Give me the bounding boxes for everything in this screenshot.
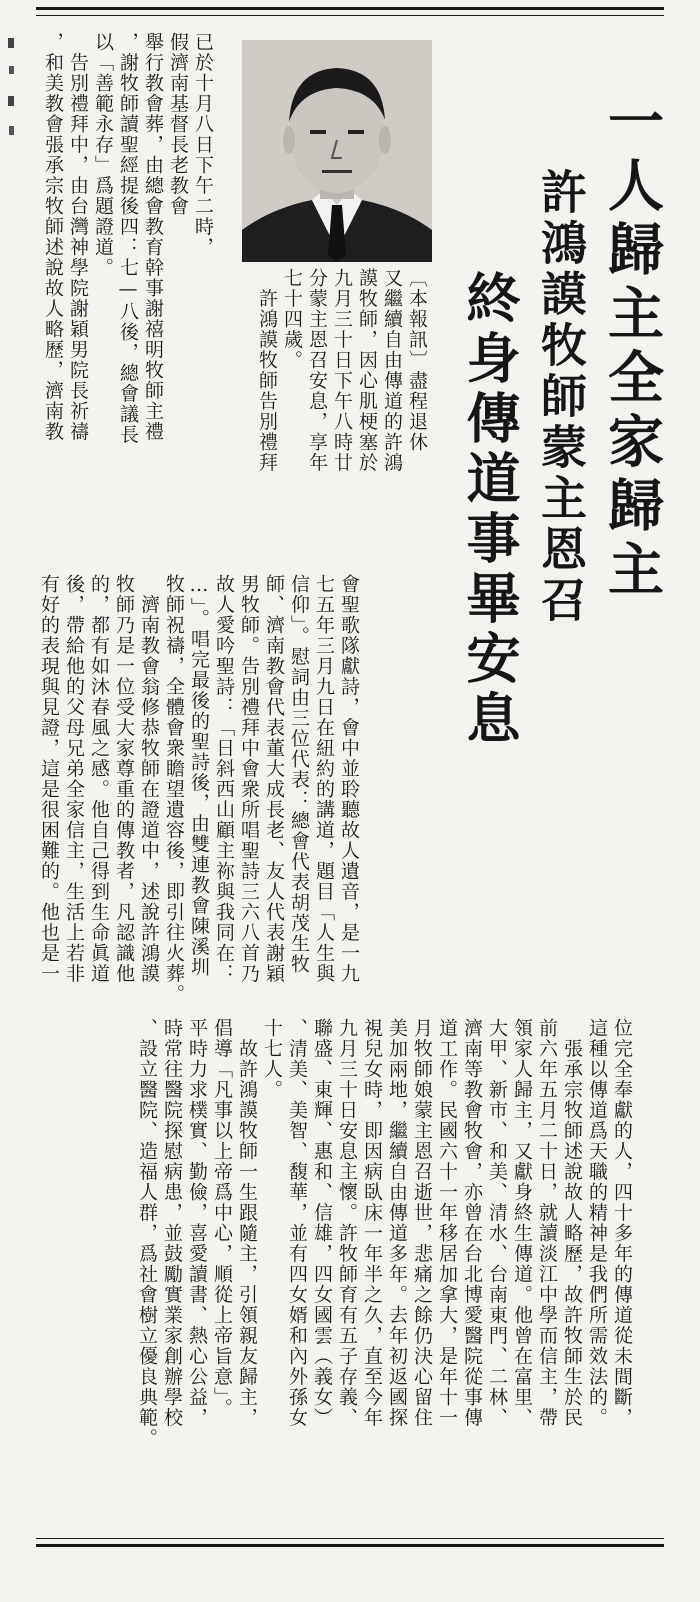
headline-kicker: 一人歸主全家歸主 <box>599 92 665 604</box>
headline-main-line1: 許鴻謨牧師蒙主恩召 <box>534 168 588 627</box>
article-column-middle: 會聖歌隊獻詩，會中並聆聽故人遺音，是一九 七五年三月九日在紐約的講道，題目「人生與 信仰」。慰詞由三位代表：總會代表胡茂生牧 師、濟南教會代表董大成長老、友人代表謝穎 男牧師。告別禮拜中會衆所唱聖詩三六八首乃 故人愛吟聖詩：「日斜西山顧主祢與我同在： …」。唱完最後的聖詩後，由雙連教會陳溪圳 牧師祝禱，全體會衆瞻望遺容後，即引往火葬。 濟南教會翁修恭牧師在證道中，述說許鴻謨 牧師乃是一位受大家尊重的傳教者，凡認識他 的，都有如沐春風之感。他自己得到生命眞道 後，帶給他的父母兄弟全家信主，生活上若非 有好的表現與見證，這是很困難的。他也是一 <box>38 574 360 1005</box>
bottom-rule-thin <box>36 1538 664 1539</box>
article-column-bottom: 位完全奉獻的人，四十多年的傳道從未間斷， 這種以傳道爲天職的精神是我們所需效法的。 張承宗牧師述說故人略歷，故許牧師生於民 前六年五月二十日，就讀淡江中學而信主，帶 領家人歸主，又獻身終生傳道。他曾在富里、 大甲、新市、和美、清水、台南東門、二林、 濟南等教會牧會，亦曾在台北博愛醫院從事傳 道工作。民國六十一年移居加拿大，是年十一 月牧師娘蒙主恩召逝世，悲痛之餘仍決心留住 美加兩地，繼續自由傳道多年。去年初返國探 視兒女時，即因病臥床一年半之久，直至今年 九月三十日安息主懷。許牧師育有五子存義、 聯盛、東輝、惠和、信雄，四女國雲（義女） 、清美、美智、馥華，並有四女婿和內外孫女 十七人。 故許鴻謨牧師一生跟隨主，引領親友歸主， 倡導「凡事以上帝爲中心，順從上帝旨意」。 平時力求樸實、勤儉，喜愛讀書、熱心公益， 時常往醫院探慰病患，並鼓勵實業家創辦學校 、設立醫院、造福人群，爲社會樹立優良典範。 <box>136 1018 633 1449</box>
top-rule <box>36 7 664 10</box>
headline-main-line2: 終身傳道事畢安息 <box>458 270 522 750</box>
cropped-edge-marks <box>6 30 18 150</box>
bottom-rule <box>36 1544 664 1547</box>
article-column-top-b: 已於十月八日下午二時， 假濟南基督長老教會 舉行教會葬，由總會教育幹事謝禧明牧師主禮 ，謝牧師讀聖經提後四：七—八後，總會議長 以「善範永存」爲題證道。 告別禮拜中，由台灣神學院謝穎男院長祈禱 ，和美教會張承宗牧師述說故人略歷，濟南教 <box>42 32 214 445</box>
top-rule-thin <box>36 15 664 16</box>
article-column-top-a: 〔本報訊〕盡程退休 又繼續自由傳道的許鴻 謨牧師，因心肌梗塞於 九月三十日下午八時廿 分蒙主恩召安息，享年 七十四歲。 許鴻謨牧師告別禮拜 <box>256 268 428 473</box>
portrait-photo <box>242 40 432 262</box>
